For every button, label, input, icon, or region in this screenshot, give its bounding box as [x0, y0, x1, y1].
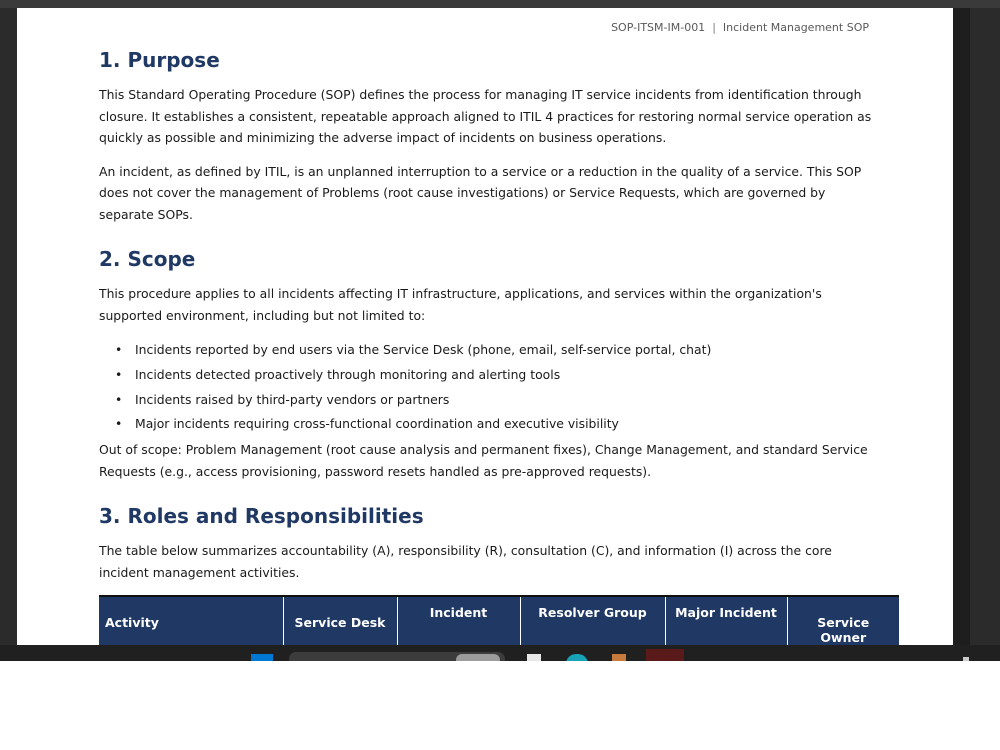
- list-item: [115, 338, 875, 363]
- bullet-text: Incidents raised by third-party vendors or partners: [135, 391, 450, 407]
- section-purpose: [99, 48, 875, 225]
- raci-table: [99, 595, 899, 645]
- running-header: [611, 21, 869, 34]
- taskbar: [0, 645, 1000, 661]
- app-icon[interactable]: [612, 654, 626, 661]
- document-content: [99, 48, 875, 645]
- section-heading-roles: 3. Roles and Responsibilities: [99, 504, 424, 529]
- bullet-icon: •: [115, 391, 123, 407]
- document-page: [17, 8, 953, 645]
- scope-intro: This procedure applies to all incidents affecting IT infrastructure, applications, and services within the organization's supported environment, including but not limited to:: [99, 286, 822, 323]
- section-heading-purpose: 1. Purpose: [99, 48, 220, 72]
- header-separator: |: [712, 21, 716, 34]
- table-header-major-incident: Major Incident: [665, 596, 787, 645]
- roles-intro: The table below summarizes accountability (A), responsibility (R), consultation (C), and information (I) across the core incident management activities.: [99, 543, 832, 580]
- doc-title: Incident Management SOP: [722, 21, 869, 34]
- search-highlight-icon: [456, 654, 500, 661]
- list-item: [115, 363, 875, 388]
- active-app-icon[interactable]: [646, 649, 684, 661]
- list-item: [115, 412, 875, 437]
- table-header-resolver-group: Resolver Group: [520, 596, 665, 645]
- bullet-text: Major incidents requiring cross-functional coordination and executive visibility: [135, 416, 619, 432]
- table-header-incident: Incident: [397, 596, 520, 645]
- table-header-service-owner: Service Owner: [787, 596, 899, 645]
- doc-id: SOP-ITSM-IM-001: [611, 21, 706, 34]
- table-header-activity: Activity: [99, 596, 283, 645]
- list-item: [115, 388, 875, 413]
- edge-browser-icon[interactable]: [566, 654, 588, 661]
- bullet-text: Incidents reported by end users via the Service Desk (phone, email, self-service portal, chat): [135, 342, 712, 357]
- purpose-paragraph-1: This Standard Operating Procedure (SOP) defines the process for managing IT service incidents from identification through closure. It establishes a consistent, repeatable approach aligned to ITIL 4 practices for restoring normal service operation as quickly as possible and minimizing the adverse impact of incidents on business operations.: [99, 87, 872, 145]
- windows-start-icon[interactable]: [251, 654, 273, 661]
- viewer-top-bar: [0, 0, 1000, 8]
- bullet-icon: •: [115, 366, 123, 382]
- purpose-paragraph-2: An incident, as defined by ITIL, is an unplanned interruption to a service or a reduction in the quality of a service. This SOP does not cover the management of Problems (root cause investigations) or Service Requests, which are governed by separate SOPs.: [99, 163, 862, 222]
- system-tray-icon[interactable]: [963, 657, 969, 661]
- table-header-service-desk: Service Desk: [283, 596, 397, 645]
- bullet-icon: •: [115, 416, 123, 432]
- viewer-scrollbar[interactable]: [953, 8, 970, 645]
- out-of-scope-paragraph: Out of scope: Problem Management (root cause analysis and permanent fixes), Change Management, and standard Service Requests (e.g., access provisioning, password resets handled as pre-approved requests).: [99, 442, 868, 479]
- section-heading-scope: 2. Scope: [99, 247, 196, 271]
- bullet-icon: •: [115, 342, 123, 357]
- section-roles: [99, 504, 875, 645]
- scope-bullet-list: [99, 338, 875, 437]
- bullet-text: Incidents detected proactively through monitoring and alerting tools: [135, 366, 561, 382]
- file-explorer-icon[interactable]: [527, 654, 541, 661]
- section-scope: [99, 247, 875, 482]
- raci-header-row: [99, 596, 899, 645]
